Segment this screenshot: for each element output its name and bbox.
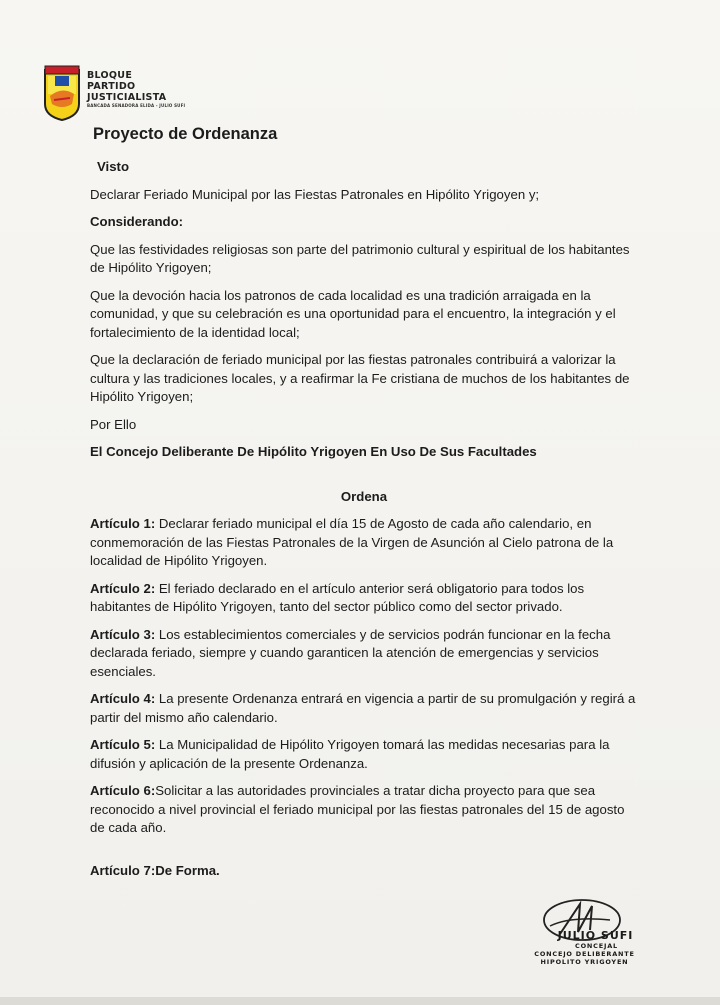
articulo-label: Artículo 5: — [90, 737, 156, 752]
document-title: Proyecto de Ordenanza — [93, 125, 278, 143]
articulo-text: Solicitar a las autoridades provinciales a tratar dicha proyecto para que sea reconocido a nivel provincial el feriado municipal por las fiestas patronales del 15 de agosto de cada año. — [90, 783, 625, 835]
articulo-paragraph — [90, 626, 638, 682]
articulo-label: Artículo 1: — [90, 516, 156, 531]
party-name-line: BLOQUE — [87, 70, 133, 81]
visto-heading: Visto — [97, 159, 130, 174]
signature-block — [522, 930, 647, 966]
articulo-paragraph — [90, 515, 638, 571]
document-body — [90, 158, 638, 889]
signer-org: HIPOLITO YRIGOYEN — [540, 958, 629, 966]
articulo-label: Artículo 4: — [90, 691, 156, 706]
articulo-label: Artículo 6: — [90, 783, 156, 798]
articulo-text: De Forma. — [155, 862, 220, 878]
ordena-heading: Ordena — [340, 488, 388, 504]
signer-name: JULIO SUFI — [557, 929, 634, 942]
articulo-7 — [90, 862, 638, 881]
signer-role: CONCEJAL — [575, 942, 618, 950]
articulo-text: La Municipalidad de Hipólito Yrigoyen tomará las medidas necesarias para la difusión y aplicación de la presente Ordenanza. — [90, 737, 610, 771]
party-logo-icon — [42, 64, 82, 122]
articulo-text: El feriado declarado en el artículo anterior será obligatorio para todos los habitantes de Hipólito Yrigoyen, tanto del sector público como del sector privado. — [90, 580, 585, 614]
considerando-paragraph: Que la devoción hacia los patronos de cada localidad es una tradición arraigada en la comunidad, y que su celebración es una oportunidad para el encuentro, la integración y el fortalecimiento de la identidad local; — [90, 287, 616, 340]
articulo-label: Artículo 7: — [90, 862, 156, 878]
articulo-paragraph — [90, 690, 638, 727]
party-subtitle: BANCADA SENADORA ELIDA - JULIO SUFI — [87, 103, 186, 108]
considerando-paragraph: Que la declaración de feriado municipal por las fiestas patronales contribuirá a valorizar la cultura y las tradiciones locales, y a reafirmar la Fe cristiana de muchos de los habitantes de Hipólito Yrigoyen; — [90, 352, 630, 404]
articulo-label: Artículo 2: — [90, 580, 156, 596]
considerando-paragraph: Que las festividades religiosas son parte del patrimonio cultural y espiritual de los habitantes de Hipólito Yrigoyen; — [90, 241, 630, 275]
articulo-text: Declarar feriado municipal el día 15 de Agosto de cada año calendario, en conmemoración de las Fiestas Patronales de la Virgen de Asunción al Cielo patrona de la localidad de Hipólito Yrigoyen. — [90, 516, 614, 568]
party-name-block — [87, 70, 185, 109]
articulo-label: Artículo 3: — [90, 626, 156, 642]
por-ello: Por Ello — [90, 416, 137, 432]
party-name-line: PARTIDO — [87, 81, 136, 92]
page-bottom-edge — [0, 997, 720, 1005]
signer-org: CONCEJO DELIBERANTE — [534, 950, 635, 958]
articulo-paragraph — [90, 580, 638, 617]
articulo-paragraph — [90, 782, 638, 838]
articulo-paragraph — [90, 736, 638, 773]
party-name-line: JUSTICIALISTA — [87, 92, 167, 103]
concejo-statement: El Concejo Deliberante De Hipólito Yrigoyen En Uso De Sus Facultades — [90, 444, 537, 459]
articulo-text: La presente Ordenanza entrará en vigencia a partir de su promulgación y regirá a partir del mismo año calendario. — [90, 691, 636, 725]
visto-text: Declarar Feriado Municipal por las Fiestas Patronales en Hipólito Yrigoyen y; — [90, 186, 540, 202]
considerando-heading: Considerando: — [90, 214, 184, 229]
articulo-text: Los establecimientos comerciales y de servicios podrán funcionar en la fecha declarada feriado, siempre y cuando garanticen la atención de emergencias y servicios esenciales. — [90, 626, 611, 679]
